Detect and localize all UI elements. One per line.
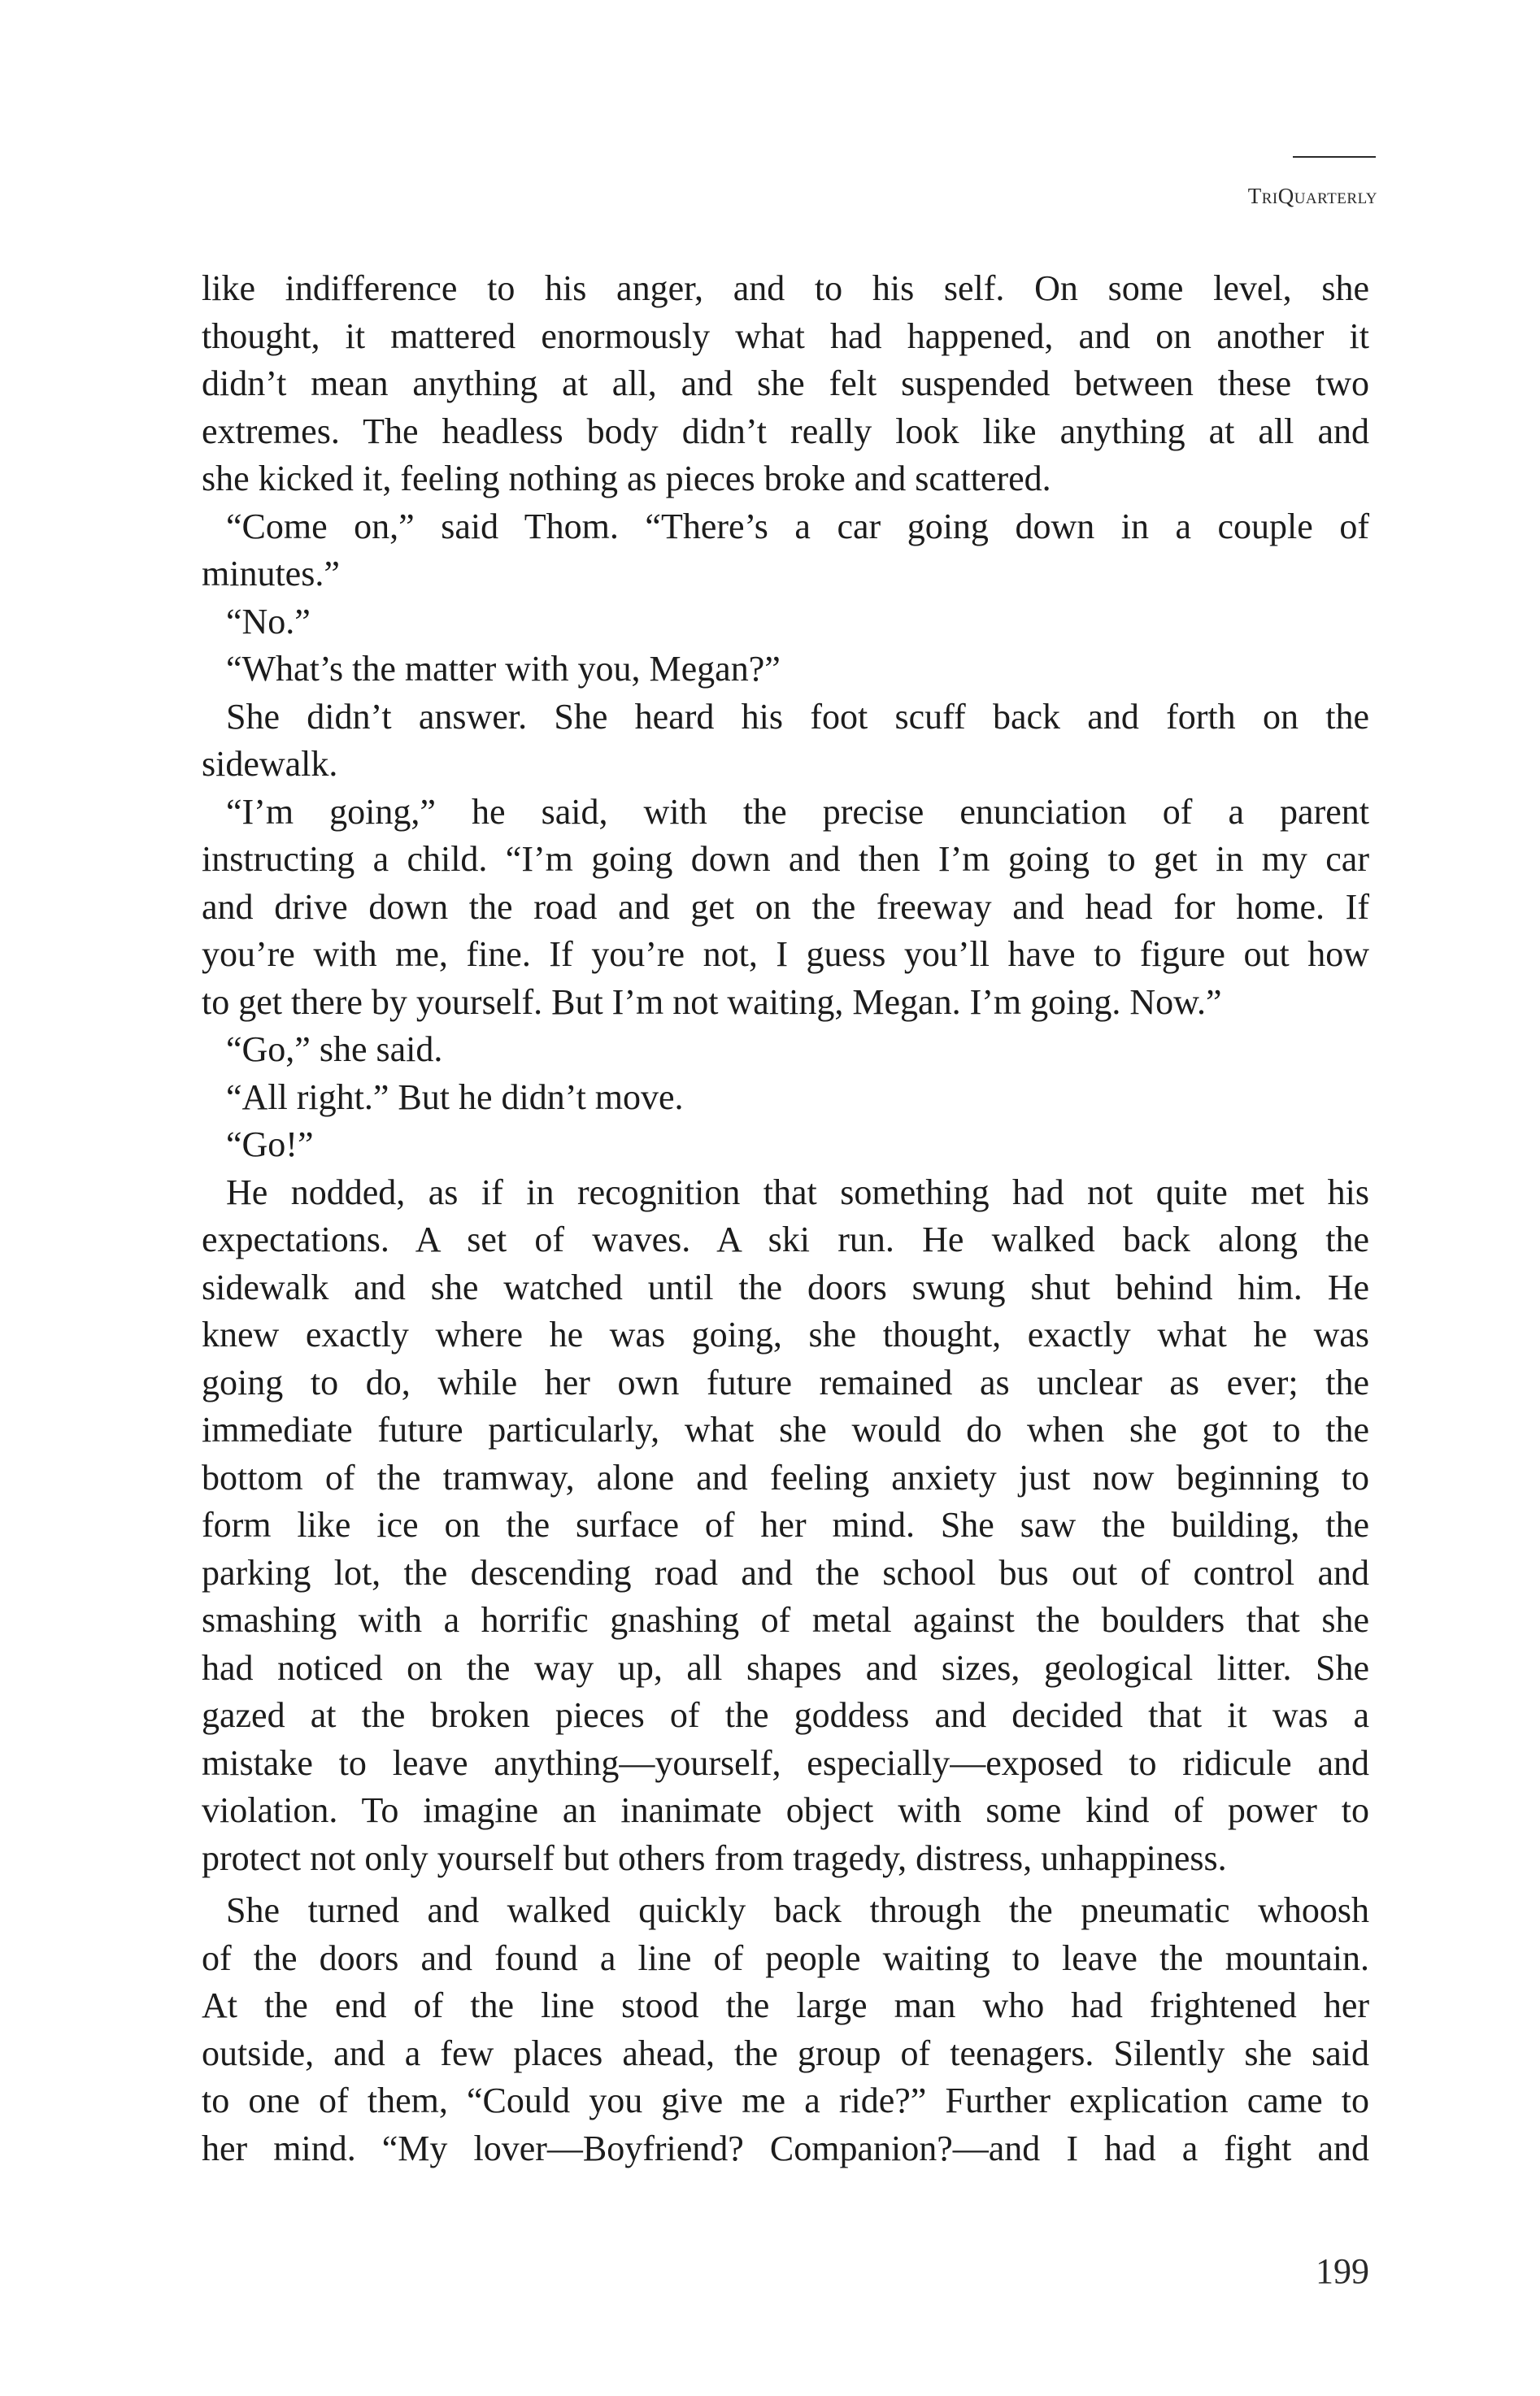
- text-line: you’re with me, fine. If you’re not, I guess you’ll have to figure out how: [202, 934, 1369, 974]
- text-line: minutes.”: [202, 554, 340, 594]
- text-line: violation. To imagine an inanimate object with some kind of power to: [202, 1790, 1369, 1830]
- text-line: didn’t mean anything at all, and she felt suspended between these two: [202, 363, 1369, 403]
- text-line: smashing with a horrific gnashing of metal against the boulders that she: [202, 1600, 1369, 1640]
- text-line: her mind. “My lover—Boyfriend? Companion?—and I had a fight and: [202, 2128, 1369, 2168]
- text-line: bottom of the tramway, alone and feeling anxiety just now beginning to: [202, 1457, 1369, 1498]
- text-line: parking lot, the descending road and the school bus out of control and: [202, 1552, 1369, 1593]
- text-line: “Come on,” said Thom. “There’s a car going down in a couple of: [226, 506, 1369, 546]
- text-line: “Go!”: [226, 1124, 314, 1164]
- text-line: “Go,” she said.: [226, 1029, 443, 1069]
- body-text: [202, 265, 1369, 2172]
- text-line: form like ice on the surface of her mind. She saw the building, the: [202, 1505, 1369, 1545]
- header-rule: [1293, 156, 1376, 158]
- text-line: going to do, while her own future remained as unclear as ever; the: [202, 1362, 1369, 1402]
- text-line: to one of them, “Could you give me a ride?” Further explication came to: [202, 2081, 1369, 2120]
- text-line: and drive down the road and get on the freeway and head for home. If: [202, 886, 1369, 927]
- text-line: “What’s the matter with you, Megan?”: [226, 649, 781, 689]
- text-line: instructing a child. “I’m going down and then I’m going to get in my car: [202, 839, 1369, 879]
- text-line: “All right.” But he didn’t move.: [226, 1076, 684, 1117]
- text-line: of the doors and found a line of people waiting to leave the mountain.: [202, 1937, 1369, 1978]
- text-line: outside, and a few places ahead, the group of teenagers. Silently she said: [202, 2033, 1369, 2073]
- text-line: She turned and walked quickly back through the pneumatic whoosh: [226, 1890, 1369, 1930]
- text-line: like indifference to his anger, and to his self. On some level, she: [202, 268, 1369, 308]
- text-line: She didn’t answer. She heard his foot scuff back and forth on the: [226, 696, 1369, 737]
- text-line: protect not only yourself but others from tragedy, distress, unhappiness.: [202, 1837, 1227, 1878]
- text-line: sidewalk.: [202, 744, 338, 784]
- running-head: TriQuarterly: [1247, 184, 1377, 208]
- text-line: to get there by yourself. But I’m not waiting, Megan. I’m going. Now.”: [202, 981, 1222, 1022]
- text-line: “I’m going,” he said, with the precise enunciation of a parent: [226, 791, 1369, 832]
- text-line: immediate future particularly, what she would do when she got to the: [202, 1410, 1369, 1450]
- text-line: He nodded, as if in recognition that something had not quite met his: [226, 1172, 1369, 1212]
- text-line: At the end of the line stood the large man who had frightened her: [202, 1985, 1369, 2025]
- text-line: had noticed on the way up, all shapes and sizes, geological litter. She: [202, 1647, 1369, 1688]
- text-line: sidewalk and she watched until the doors swung shut behind him. He: [202, 1267, 1369, 1307]
- text-line: mistake to leave anything—yourself, especially—exposed to ridicule and: [202, 1742, 1369, 1783]
- text-line: “No.”: [226, 601, 311, 641]
- text-line: thought, it mattered enormously what had happened, and on another it: [202, 315, 1369, 356]
- text-line: extremes. The headless body didn’t really look like anything at all and: [202, 411, 1369, 451]
- page-number: 199: [1316, 2251, 1369, 2291]
- text-line: she kicked it, feeling nothing as pieces broke and scattered.: [202, 459, 1051, 498]
- text-line: knew exactly where he was going, she thought, exactly what he was: [202, 1315, 1369, 1355]
- text-line: gazed at the broken pieces of the goddess and decided that it was a: [202, 1695, 1369, 1735]
- text-line: expectations. A set of waves. A ski run. He walked back along the: [202, 1220, 1369, 1259]
